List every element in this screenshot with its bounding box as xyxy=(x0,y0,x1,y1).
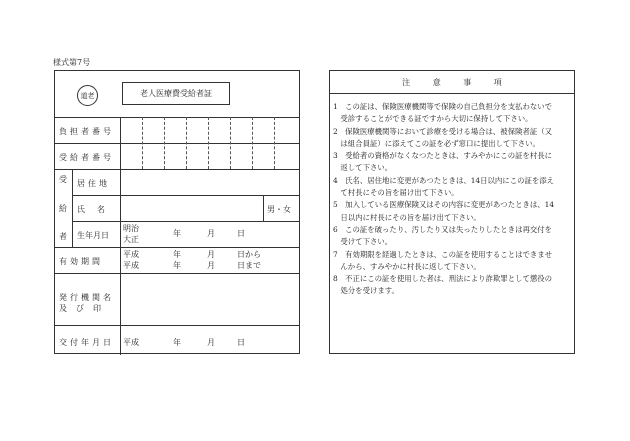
note-line: 7 有効期限を経過したときは、この証を使用することはできませ xyxy=(333,249,553,259)
issue-month-unit: 月 xyxy=(207,338,215,347)
note-line: 受けて下さい。 xyxy=(333,237,393,247)
note-line: 2 保険医療機関等において診療を受ける場合は、被保険者証（又 xyxy=(333,126,553,136)
validity-to-suffix: 日まで xyxy=(237,261,261,270)
notes-list xyxy=(333,101,568,298)
note-line: 処分を受けます。 xyxy=(333,286,399,296)
birth-month-unit: 月 xyxy=(207,229,215,238)
note-line: 日以内に村長にその旨を届け出て下さい。 xyxy=(333,212,481,222)
recipient-char-2: 給 xyxy=(59,204,67,213)
recipient-char-3: 者 xyxy=(59,232,67,241)
issue-year-unit: 年 xyxy=(173,338,181,347)
validity-to-era: 平成 xyxy=(123,261,139,270)
name-label: 氏名 xyxy=(77,205,117,214)
era-taisho: 大正 xyxy=(123,235,139,244)
note-line: 1 この証は、保険医療機関等で保険の自己負担分を支払わないで xyxy=(333,102,553,111)
prefecture-badge: 道老 xyxy=(77,85,98,106)
validity-from-era: 平成 xyxy=(123,250,139,259)
address-label: 居住地 xyxy=(77,179,110,188)
note-line: 5 加入している医療保険又はその内容に変更があつたときは、14 xyxy=(333,200,555,210)
birth-year-unit: 年 xyxy=(173,229,181,238)
note-line: 受診することができる証ですから大切に保持して下さい。 xyxy=(333,114,533,124)
certificate-title: 老人医療費受給者証 xyxy=(122,82,230,105)
validity-label: 有効期間 xyxy=(59,257,103,266)
recipient-char-1: 受 xyxy=(59,175,67,184)
birth-day-unit: 日 xyxy=(237,229,245,238)
birthdate-label: 生年月日 xyxy=(77,231,109,240)
issuer-label-2: 及び印 xyxy=(59,304,110,313)
issue-date-label: 交付年月日 xyxy=(59,338,114,347)
validity-from-month: 月 xyxy=(207,250,215,259)
notes-title: 注 意 事 項 xyxy=(402,78,502,87)
note-line: 返して下さい。 xyxy=(333,163,393,173)
note-line: んから、すみやかに村長に返して下さい。 xyxy=(333,261,481,271)
validity-to-year: 年 xyxy=(173,261,181,270)
certificate-card xyxy=(54,70,300,354)
gender-field: 男・女 xyxy=(267,205,291,214)
validity-from-suffix: 日から xyxy=(237,250,261,259)
note-line: 8 不正にこの証を使用した者は、刑法により詐欺罪として懲役の xyxy=(333,274,553,284)
form-number: 様式第7号 xyxy=(53,58,91,67)
note-line: は組合員証）に添えてこの証を必ず窓口に提出して下さい。 xyxy=(333,138,540,148)
recipient-number-label: 受給者番号 xyxy=(59,153,114,162)
era-meiji: 明治 xyxy=(123,224,139,233)
note-line: 3 受給者の資格がなくなつたときは、すみやかにこの証を村長に xyxy=(333,151,553,161)
issue-day-unit: 日 xyxy=(237,338,245,347)
note-line: て村長にその旨を届け出て下さい。 xyxy=(333,188,459,198)
note-line: 4 氏名、居住地に変更があつたときは、14日以内にこの証を添え xyxy=(333,175,555,185)
note-line: 6 この証を破ったり、汚したり又は失ったりしたときは再交付を xyxy=(333,224,553,234)
issuer-label-1: 発行機関名 xyxy=(59,293,114,302)
validity-to-month: 月 xyxy=(207,261,215,270)
notes-card xyxy=(329,70,575,354)
payer-number-label: 負担者番号 xyxy=(59,127,114,136)
issue-era: 平成 xyxy=(123,338,139,347)
validity-from-year: 年 xyxy=(173,250,181,259)
